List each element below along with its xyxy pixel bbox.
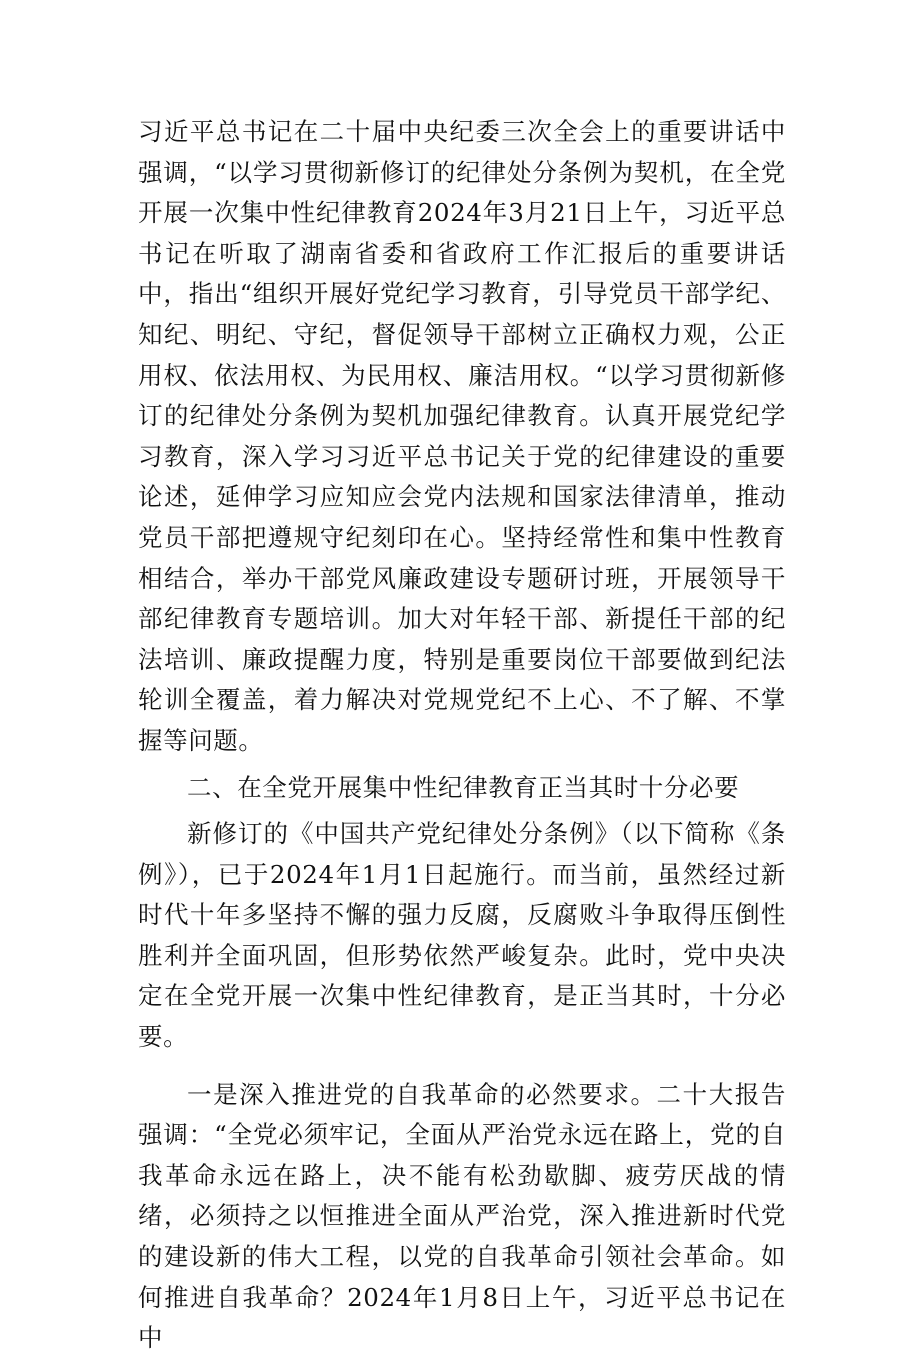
section-heading-two: 二、在全党开展集中性纪律教育正当其时十分必要 <box>187 772 740 802</box>
paragraph-self-revolution: 一是深入推进党的自我革命的必然要求。二十大报告强调：“全党必须牢记，全面从严治党永远在路上，党的自我革命永远在路上，决不能有松劲歇脚、疲劳厌战的情绪，必须持之以恒推进全面从严治党，深入推进新时代党的建设新的伟大工程，以党的自我革命引领社会革命。如何推进自我革命？2024年1月8日上午，习近平总书记在中 <box>138 1079 786 1353</box>
paragraph-regulation: 新修订的《中国共产党纪律处分条例》（以下简称《条例》），已于2024年1月1日起施行。而当前，虽然经过新时代十年多坚持不懈的强力反腐，反腐败斗争取得压倒性胜利并全面巩固，但形势依然严峻复杂。此时，党中央决定在全党开展一次集中性纪律教育，是正当其时，十分必要。 <box>138 819 786 1052</box>
paragraph-speech-quote: 习近平总书记在二十届中央纪委三次全会上的重要讲话中强调，“以学习贯彻新修订的纪律处分条例为契机，在全党开展一次集中性纪律教育2024年3月21日上午，习近平总书记在听取了湖南省委和省政府工作汇报后的重要讲话中，指出“组织开展好党纪学习教育，引导党员干部学纪、知纪、明纪、守纪，督促领导干部树立正确权力观，公正用权、依法用权、为民用权、廉洁用权。“以学习贯彻新修订的纪律处分条例为契机加强纪律教育。认真开展党纪学习教育，深入学习习近平总书记关于党的纪律建设的重要论述，延伸学习应知应会党内法规和国家法律清单，推动党员干部把遵规守纪刻印在心。坚持经常性和集中性教育相结合，举办干部党风廉政建设专题研讨班，开展领导干部纪律教育专题培训。加大对年轻干部、新提任干部的纪法培训、廉政提醒力度，特别是重要岗位干部要做到纪法轮训全覆盖，着力解决对党规党纪不上心、不了解、不掌握等问题。 <box>138 117 786 755</box>
document-body <box>138 112 786 1359</box>
